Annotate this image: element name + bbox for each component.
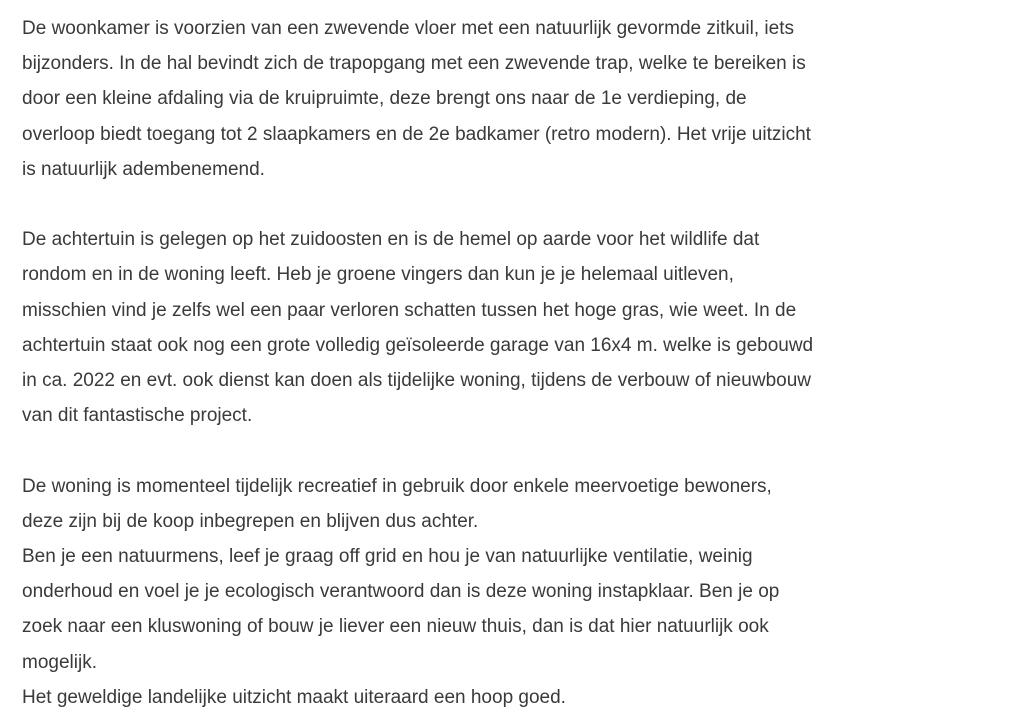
description-paragraph-living-room: De woonkamer is voorzien van een zwevende vloer met een natuurlijk gevormde zitkuil, iets bijzonders. In de hal bevindt zich de trapopgang met een zwevende trap, welke te bereiken is door een kleine afdaling via de kruipruimte, deze brengt ons naar de 1e verdieping, de overloop biedt toegang tot 2 slaapkamers en de 2e badkamer (retro modern). Het vrije uitzicht is natuurlijk adembenemend. xyxy=(22,18,811,180)
property-description xyxy=(22,11,1012,715)
description-paragraph-garden: De achtertuin is gelegen op het zuidoosten en is de hemel op aarde voor het wildlife dat rondom en in de woning leeft. Heb je groene vingers dan kun je je helemaal uitleven, misschien vind je zelfs wel een paar verloren schatten tussen het hoge gras, wie weet. In de achtertuin staat ook nog een grote volledig geïsoleerde garage van 16x4 m. welke is gebouwd in ca. 2022 en evt. ook dienst kan doen als tijdelijke woning, tijdens de verbouw of nieuwbouw van dit fantastische project. xyxy=(22,229,814,427)
description-paragraph-nature-lover: Ben je een natuurmens, leef je graag off grid en hou je van natuurlijke ventilatie, weinig onderhoud en voel je je ecologisch verantwoord dan is deze woning instapklaar. Ben je op zoek naar een kluswoning of bouw je liever een nieuw thuis, dan is dat hier natuurlijk ook mogelijk. xyxy=(22,546,780,673)
description-paragraph-occupants: De woning is momenteel tijdelijk recreatief in gebruik door enkele meervoetige bewoners, deze zijn bij de koop inbegrepen en blijven dus achter. xyxy=(22,475,772,532)
description-paragraph-view: Het geweldige landelijke uitzicht maakt uiteraard een hoop goed. xyxy=(22,686,566,708)
